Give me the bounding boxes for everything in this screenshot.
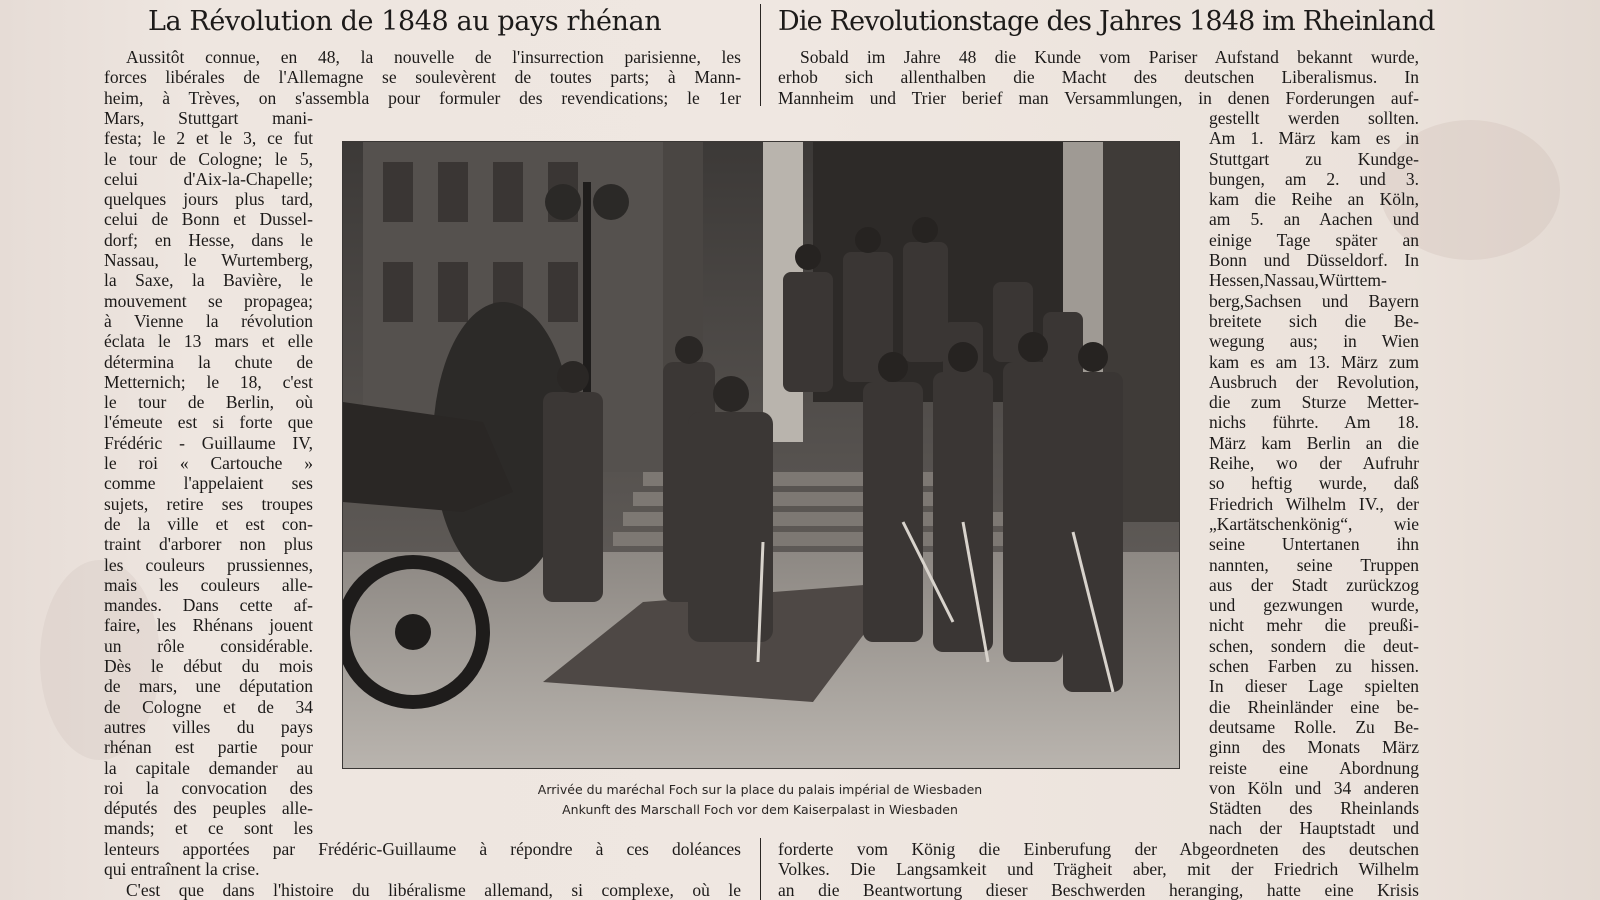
text-line: am 5. an Aachen und [1209, 209, 1419, 230]
text-line: mouvement se propagea; [104, 290, 313, 311]
german-bottom-paragraph [778, 839, 1419, 900]
text-line: de Cologne et de 34 [104, 696, 313, 717]
text-line: sujets, retire ses troupes [104, 493, 313, 514]
text-line: détermina la chute de [104, 351, 313, 372]
text-line: die Rheinländer eine be- [1209, 696, 1419, 717]
text-line: mands; et ce sont les [104, 818, 313, 839]
text-line: Metternich; le 18, c'est [104, 371, 313, 392]
text-line: kam die Reihe an Köln, [1209, 189, 1419, 210]
text-line: heim, à Trèves, on s'assembla pour formuler des revendications; le 1er [104, 87, 741, 108]
text-line: kam es am 13. März zum [1209, 351, 1419, 372]
text-line: einige Tage später an [1209, 229, 1419, 250]
text-line: forces libérales de l'Allemagne se soulevèrent de toutes parts; à Mann- [104, 67, 741, 88]
text-line: roi la convocation des [104, 777, 313, 798]
text-line: un rôle considérable. [104, 635, 313, 656]
german-title: Die Revolutionstage des Jahres 1848 im Rheinland [778, 6, 1435, 37]
text-line: de mars, une députation [104, 676, 313, 697]
text-line: „Kartätschenkönig“, wie [1209, 513, 1419, 534]
text-line: Reihe, wo der Aufruhr [1209, 453, 1419, 474]
text-line: berg,Sachsen und Bayern [1209, 290, 1419, 311]
text-line: faire, les Rhénans jouent [104, 615, 313, 636]
text-line: députés des peuples alle- [104, 798, 313, 819]
text-line: traint d'arborer non plus [104, 534, 313, 555]
text-line: le tour de Cologne; le 5, [104, 148, 313, 169]
historical-photograph [342, 141, 1180, 769]
photo-caption-german: Ankunft des Marschall Foch vor dem Kaiserpalast in Wiesbaden [562, 802, 958, 817]
text-line: Städten des Rheinlands [1209, 798, 1419, 819]
text-line: die zum Sturze Metter- [1209, 392, 1419, 413]
photo-caption-french: Arrivée du maréchal Foch sur la place du palais impérial de Wiesbaden [537, 782, 983, 797]
text-line: rhénan est partie pour [104, 737, 313, 758]
german-side-column [1209, 108, 1419, 839]
text-line: erhob sich allenthalben die Macht des deutschen Liberalismus. In [778, 67, 1419, 88]
text-line: seine Untertanen ihn [1209, 534, 1419, 555]
text-line: le roi « Cartouche » [104, 453, 313, 474]
text-line: Bonn und Düsseldorf. In [1209, 250, 1419, 271]
text-line: autres villes du pays [104, 716, 313, 737]
text-line: celui d'Aix-la-Chapelle; [104, 168, 313, 189]
text-line: mandes. Dans cette af- [104, 595, 313, 616]
text-line: Friedrich Wilhelm IV., der [1209, 493, 1419, 514]
french-bottom-paragraph [104, 839, 741, 900]
text-line: ginn des Monats März [1209, 737, 1419, 758]
text-line: les couleurs prussiennes, [104, 554, 313, 575]
text-line: Frédéric - Guillaume IV, [104, 432, 313, 453]
text-line: festa; le 2 et le 3, ce fut [104, 128, 313, 149]
text-line: Stuttgart zu Kundge- [1209, 148, 1419, 169]
text-line: quelques jours plus tard, [104, 189, 313, 210]
text-line: März kam Berlin an die [1209, 432, 1419, 453]
column-divider-top [760, 4, 761, 106]
text-line: nichs führte. Am 18. [1209, 412, 1419, 433]
text-line: so heftig wurde, daß [1209, 473, 1419, 494]
text-line: Ausbruch der Revolution, [1209, 371, 1419, 392]
text-line: Mannheim und Trier berief man Versammlungen, in denen Forderungen auf- [778, 87, 1419, 108]
text-line: an die Beantwortung dieser Beschwerden heranging, hatte eine Krisis [778, 879, 1419, 900]
french-intro-paragraph [104, 47, 741, 108]
text-line: bungen, am 2. und 3. [1209, 168, 1419, 189]
text-line: la capitale demander au [104, 757, 313, 778]
text-line: éclata le 13 mars et elle [104, 331, 313, 352]
text-line: la Saxe, la Bavière, le [104, 270, 313, 291]
text-line: nannten, seine Truppen [1209, 554, 1419, 575]
text-line: wegung aus; in Wien [1209, 331, 1419, 352]
text-line: Nassau, le Wurtemberg, [104, 250, 313, 271]
text-line: nicht mehr die preußi- [1209, 615, 1419, 636]
text-line: reiste eine Abordnung [1209, 757, 1419, 778]
text-line: à Vienne la révolution [104, 310, 313, 331]
german-intro-paragraph [778, 47, 1419, 108]
text-line: celui de Bonn et Dussel- [104, 209, 313, 230]
text-line: C'est que dans l'histoire du libéralisme allemand, si complexe, où le [126, 879, 741, 900]
column-divider-bottom [760, 838, 761, 900]
historical-photograph-icon [343, 142, 1179, 768]
text-line: und gezwungen wurde, [1209, 595, 1419, 616]
text-line: schen, sondern die deut- [1209, 635, 1419, 656]
text-line: l'émeute est si forte que [104, 412, 313, 433]
text-line: comme l'appelaient ses [104, 473, 313, 494]
text-line: deutsame Rolle. Zu Be- [1209, 716, 1419, 737]
text-line: von Köln und 34 anderen [1209, 777, 1419, 798]
text-line: Mars, Stuttgart mani- [104, 108, 313, 128]
text-line: qui entraînent la crise. [104, 859, 260, 880]
french-side-column [104, 108, 313, 839]
text-line: Sobald im Jahre 48 die Kunde vom Pariser Aufstand bekannt wurde, [800, 47, 1419, 67]
text-line: dorf; en Hesse, dans le [104, 229, 313, 250]
text-line: mais les couleurs alle- [104, 574, 313, 595]
text-line: Am 1. März kam es in [1209, 128, 1419, 149]
text-line: le tour de Berlin, où [104, 392, 313, 413]
french-title: La Révolution de 1848 au pays rhénan [148, 6, 662, 37]
text-line: Dès le début du mois [104, 656, 313, 677]
text-line: breitete sich die Be- [1209, 310, 1419, 331]
text-line: forderte vom König die Einberufung der Abgeordneten des deutschen [778, 839, 1419, 859]
text-line: Hessen,Nassau,Württem- [1209, 270, 1387, 291]
text-line: Aussitôt connue, en 48, la nouvelle de l'insurrection parisienne, les [126, 47, 741, 67]
text-line: schen Farben zu hissen. [1209, 656, 1419, 677]
text-line: de la ville et est con- [104, 513, 313, 534]
text-line: Volkes. Die Langsamkeit und Trägheit aber, mit der Friedrich Wilhelm [778, 859, 1419, 880]
text-line: In dieser Lage spielten [1209, 676, 1419, 697]
text-line: aus der Stadt zurückzog [1209, 574, 1419, 595]
text-line: nach der Hauptstadt und [1209, 818, 1419, 839]
text-line: lenteurs apportées par Frédéric-Guillaume à répondre à ces doléances [104, 839, 741, 859]
text-line: gestellt werden sollten. [1209, 108, 1419, 128]
